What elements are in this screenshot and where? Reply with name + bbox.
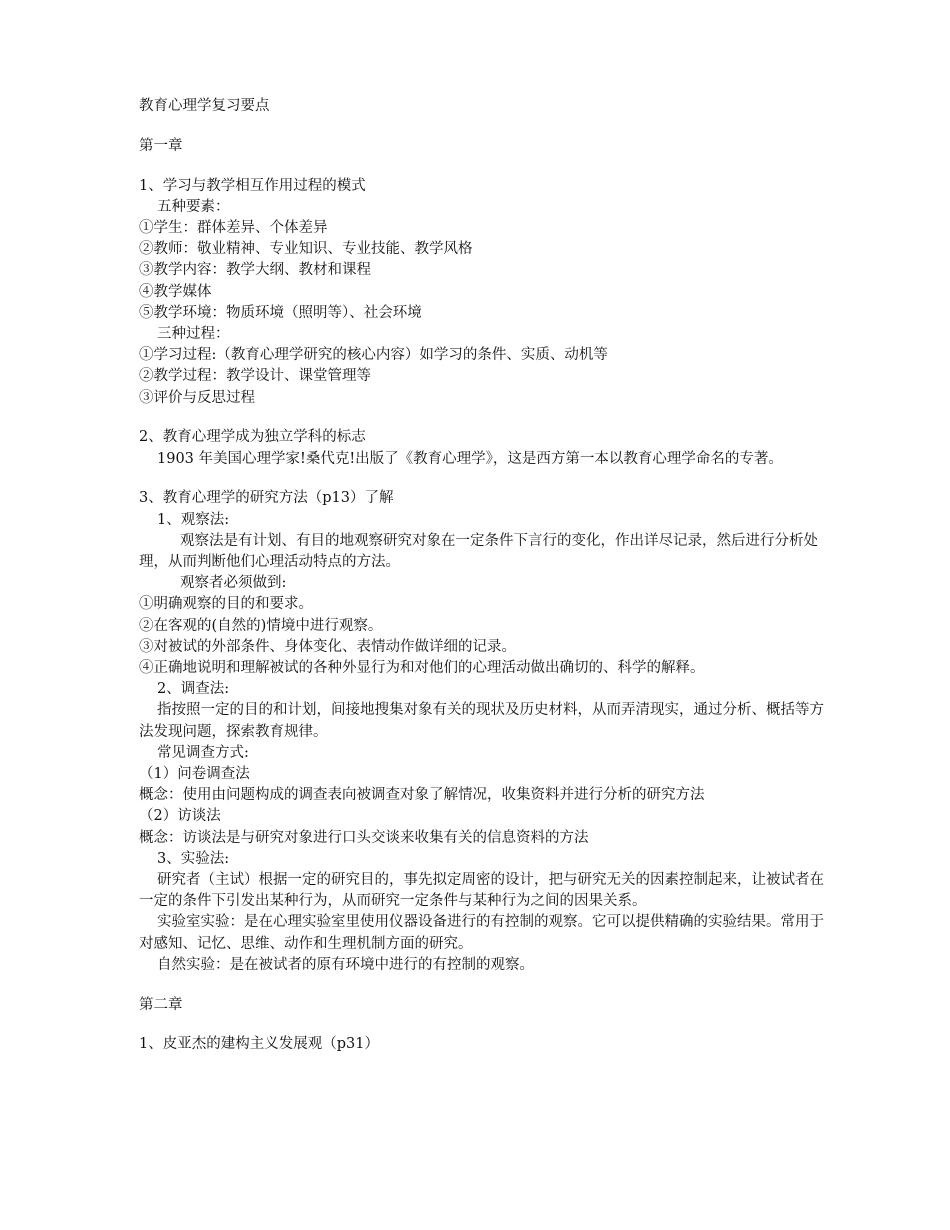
element-item: ④教学媒体 bbox=[139, 283, 212, 300]
section-2-1-heading: 1、皮亚杰的建构主义发展观（p31） bbox=[139, 1036, 379, 1053]
section-1-2-heading: 2、教育心理学成为独立学科的标志 bbox=[139, 429, 366, 446]
survey-definition: 指按照一定的目的和计划，间接地搜集对象有关的现状及历史材料，从而弄清现实，通过分析、概括等方法发现问题，探索教育规律。 bbox=[139, 702, 824, 740]
section-1-2-text: 1903 年美国心理学家!桑代克!出版了《教育心理学》，这是西方第一本以教育心理学命名的专著。 bbox=[157, 450, 783, 467]
interview-label: （2）访谈法 bbox=[139, 808, 221, 825]
process-item: ③评价与反思过程 bbox=[139, 389, 255, 406]
document-title: 教育心理学复习要点 bbox=[139, 98, 270, 114]
observer-must-label: 观察者必须做到: bbox=[180, 575, 287, 592]
lab-experiment: 实验室实验：是在心理实验室里使用仪器设备进行的有控制的观察。它可以提供精确的实验结果。常用于对感知、记忆、思维、动作和生理机制方面的研究。 bbox=[139, 914, 824, 952]
experiment-label: 3、实验法: bbox=[157, 850, 230, 867]
process-item: ②教学过程：教学设计、课堂管理等 bbox=[139, 368, 371, 385]
section-1-3-heading: 3、教育心理学的研究方法（p13）了解 bbox=[139, 490, 394, 507]
process-item: ①学习过程:（教育心理学研究的核心内容）如学习的条件、实质、动机等 bbox=[139, 347, 608, 364]
element-item: ③教学内容：教学大纲、教材和课程 bbox=[139, 262, 371, 279]
observation-label: 1、观察法: bbox=[157, 511, 230, 528]
three-processes-label: 三种过程： bbox=[157, 326, 230, 343]
chapter-2-heading: 第二章 bbox=[139, 996, 183, 1013]
five-elements-label: 五种要素： bbox=[157, 198, 230, 215]
element-item: ①学生：群体差异、个体差异 bbox=[139, 220, 328, 236]
observation-definition: 观察法是有计划、有目的地观察研究对象在一定条件下言行的变化，作出详尽记录，然后进行分析处理，从而判断他们心理活动特点的方法。 bbox=[139, 532, 818, 571]
survey-common-label: 常见调查方式: bbox=[157, 744, 249, 761]
questionnaire-label: （1）问卷调查法 bbox=[139, 766, 250, 783]
section-1-1-heading: 1、学习与教学相互作用过程的模式 bbox=[139, 177, 366, 194]
observer-must-item: ③对被试的外部条件、身体变化、表情动作做详细的记录。 bbox=[139, 638, 516, 655]
interview-concept: 概念：访谈法是与研究对象进行口头交谈来收集有关的信息资料的方法 bbox=[139, 829, 589, 846]
observer-must-item: ④正确地说明和理解被试的各种外显行为和对他们的心理活动做出确切的、科学的解释。 bbox=[139, 660, 705, 677]
element-item: ②教师：敬业精神、专业知识、专业技能、教学风格 bbox=[139, 241, 473, 258]
experiment-definition: 研究者（主试）根据一定的研究目的，事先拟定周密的设计，把与研究无关的因素控制起来，让被试者在一定的条件下引发出某种行为，从而研究一定条件与某种行为之间的因果关系。 bbox=[139, 872, 824, 910]
natural-experiment: 自然实验：是在被试者的原有环境中进行的有控制的观察。 bbox=[157, 956, 534, 973]
chapter-1-heading: 第一章 bbox=[139, 137, 183, 154]
questionnaire-concept: 概念：使用由问题构成的调查表向被调查对象了解情况，收集资料并进行分析的研究方法 bbox=[139, 787, 705, 804]
element-item: ⑤教学环境：物质环境（照明等）、社会环境 bbox=[139, 304, 422, 321]
survey-label: 2、调查法: bbox=[157, 681, 230, 698]
observer-must-item: ②在客观的(自然的)情境中进行观察。 bbox=[139, 617, 383, 634]
document-page bbox=[139, 96, 829, 1056]
observer-must-item: ①明确观察的目的和要求。 bbox=[139, 596, 313, 613]
